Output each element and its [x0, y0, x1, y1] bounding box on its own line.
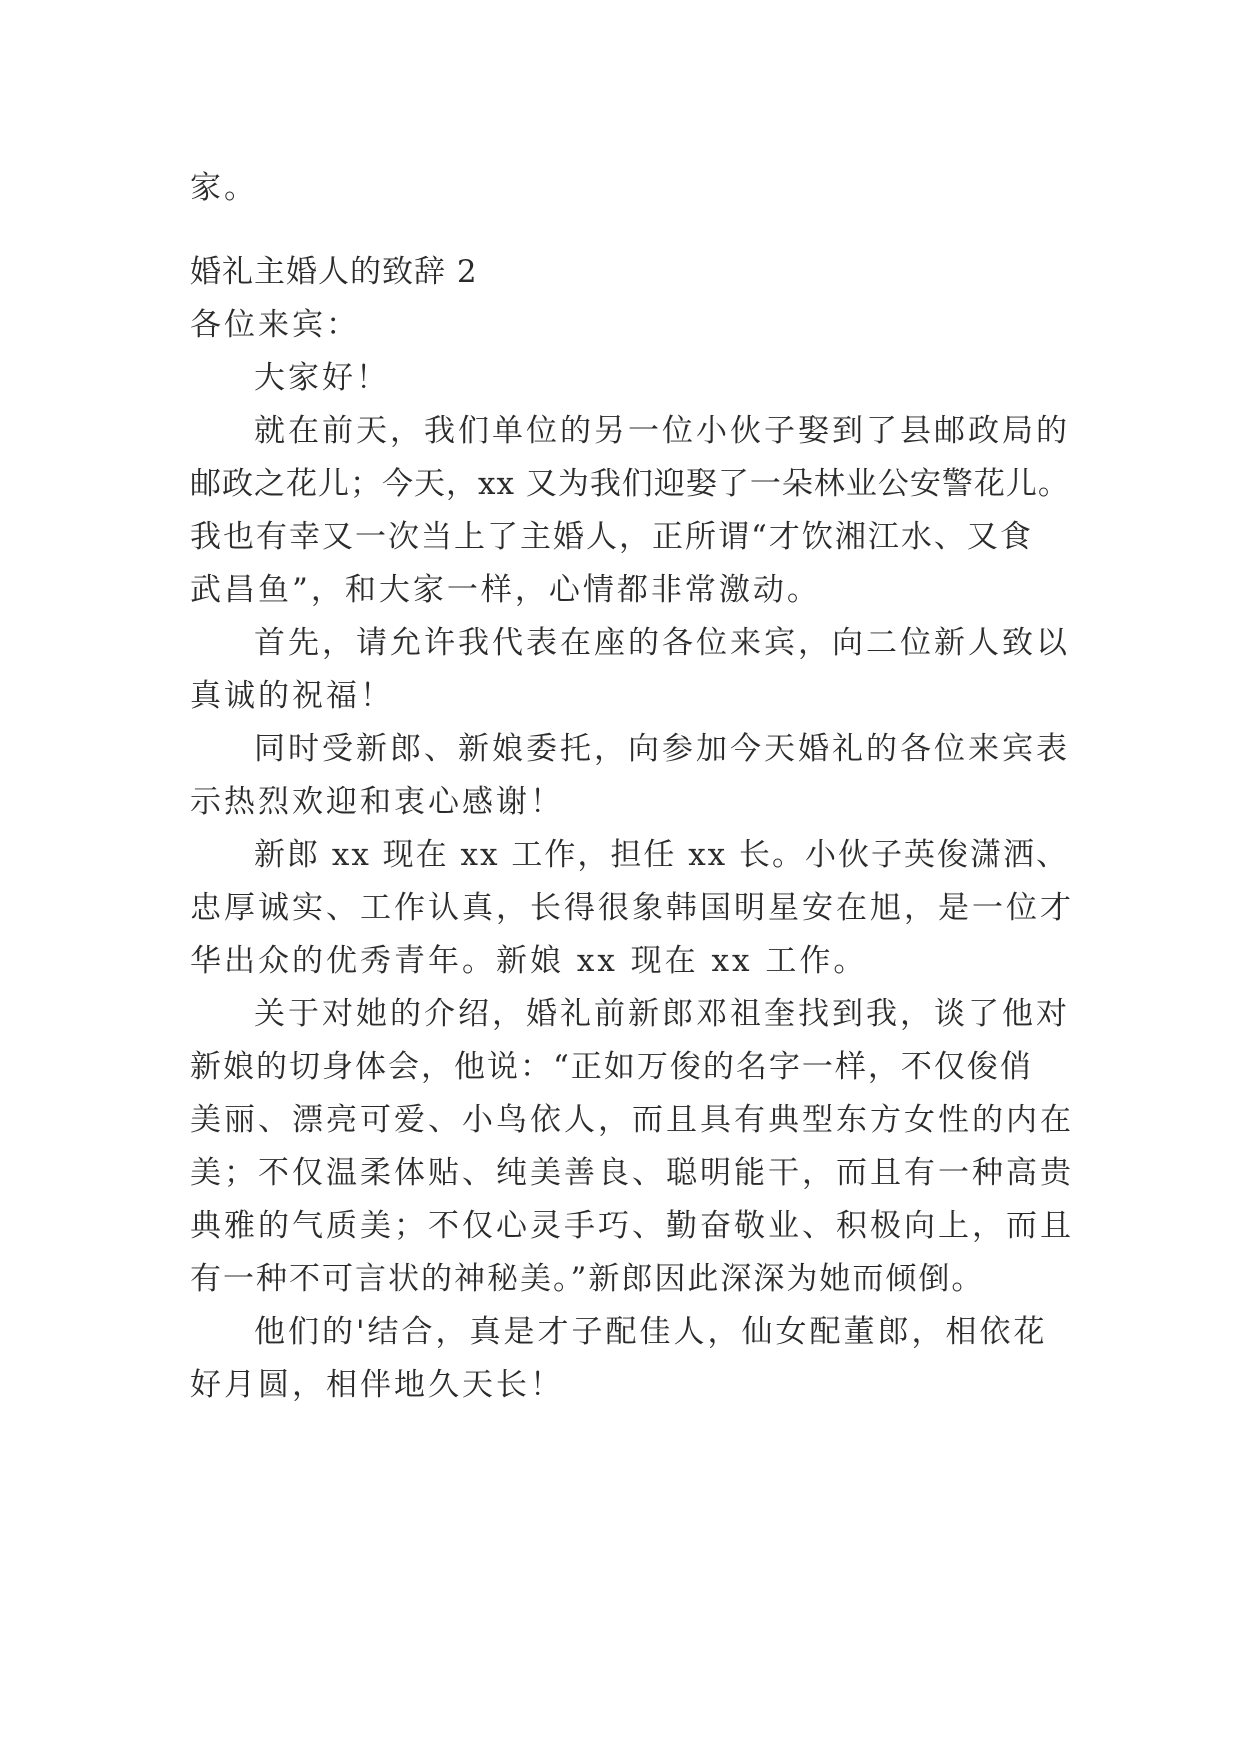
text-line: 我也有幸又一次当上了主婚人，正所谓“才饮湘江水、又食 [190, 519, 1033, 555]
text-line: 关于对她的介绍，婚礼前新郎邓祖奎找到我，谈了他对 [254, 996, 1070, 1032]
salutation: 各位来宾： [190, 307, 360, 343]
text-line: 忠厚诚实、工作认真，长得很象韩国明星安在旭，是一位才 [190, 890, 1074, 926]
text-line: 邮政之花儿；今天，xx 又为我们迎娶了一朵林业公安警花儿。 [190, 466, 1070, 502]
text-line: 有一种不可言状的神秘美。”新郎因此深深为她而倾倒。 [190, 1261, 985, 1297]
text-line: 家。 [190, 170, 258, 206]
text-line: 他们的'结合，真是才子配佳人，仙女配董郎，相依花 [254, 1314, 1048, 1350]
text-line: 新郎 xx 现在 xx 工作，担任 xx 长。小伙子英俊潇洒、 [254, 837, 1070, 873]
text-line: 美；不仅温柔体贴、纯美善良、聪明能干，而且有一种高贵 [190, 1155, 1074, 1191]
text-line: 首先，请允许我代表在座的各位来宾，向二位新人致以 [254, 625, 1070, 661]
greeting: 大家好！ [254, 360, 390, 396]
text-line: 华出众的优秀青年。新娘 xx 现在 xx 工作。 [190, 943, 868, 979]
text-line: 美丽、漂亮可爱、小鸟依人，而且具有典型东方女性的内在 [190, 1102, 1074, 1138]
text-line: 武昌鱼”，和大家一样，心情都非常激动。 [190, 572, 821, 608]
text-line: 真诚的祝福！ [190, 678, 394, 714]
text-line: 典雅的气质美；不仅心灵手巧、勤奋敬业、积极向上，而且 [190, 1208, 1074, 1244]
text-line: 同时受新郎、新娘委托，向参加今天婚礼的各位来宾表 [254, 731, 1070, 767]
text-line: 好月圆，相伴地久天长！ [190, 1367, 564, 1403]
text-line: 新娘的切身体会，他说：“正如万俊的名字一样，不仅俊俏 [190, 1049, 1033, 1085]
text-line: 示热烈欢迎和衷心感谢！ [190, 784, 564, 820]
text-line: 就在前天，我们单位的另一位小伙子娶到了县邮政局的 [254, 413, 1070, 449]
section-title: 婚礼主婚人的致辞 2 [190, 254, 478, 290]
